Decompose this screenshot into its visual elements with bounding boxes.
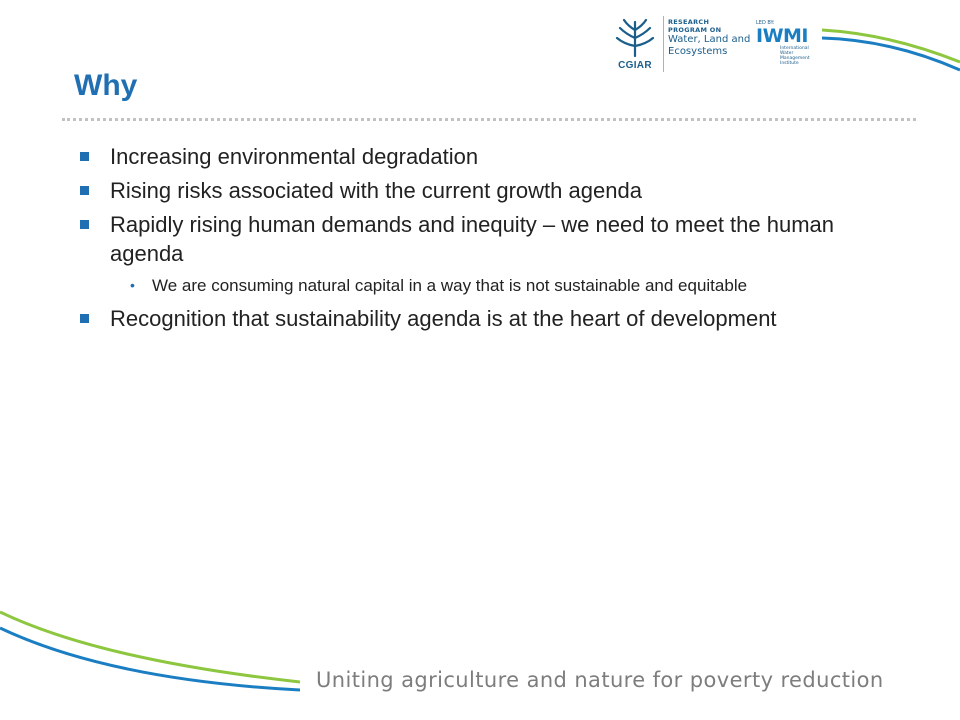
iwmi-sub-3: Institute bbox=[780, 61, 799, 66]
program-line-2: PROGRAM ON bbox=[668, 26, 722, 34]
logo-divider bbox=[663, 16, 664, 72]
square-bullet-icon bbox=[80, 220, 89, 229]
bullet-item bbox=[74, 304, 874, 333]
footer-tagline: Uniting agriculture and nature for poverty reduction bbox=[316, 668, 884, 692]
bullet-text: Increasing environmental degradation bbox=[110, 144, 479, 169]
bullet-list bbox=[74, 142, 874, 338]
iwmi-sub-2: Water Management bbox=[780, 51, 810, 61]
iwmi-logo bbox=[756, 20, 816, 66]
square-bullet-icon bbox=[80, 186, 89, 195]
iwmi-sub-1: International bbox=[780, 46, 809, 51]
program-line-1: RESEARCH bbox=[668, 18, 710, 26]
bullet-text: Recognition that sustainability agenda is at the heart of development bbox=[110, 306, 777, 331]
iwmi-logo-icon: IWMI bbox=[756, 25, 809, 47]
sub-bullet-item bbox=[74, 273, 874, 298]
research-program-logo-text bbox=[668, 18, 752, 58]
cgiar-wheat-icon bbox=[612, 16, 658, 60]
program-line-3: Water, Land and bbox=[668, 34, 751, 45]
iwmi-led-by: LED BY: bbox=[756, 20, 775, 26]
square-bullet-icon bbox=[80, 152, 89, 161]
bullet-text: Rapidly rising human demands and inequity – we need to meet the human agenda bbox=[110, 212, 835, 266]
bullet-item bbox=[74, 142, 874, 171]
slide-title: Why bbox=[74, 69, 138, 102]
square-bullet-icon bbox=[80, 314, 89, 323]
round-bullet-icon: • bbox=[130, 277, 135, 293]
title-divider bbox=[62, 118, 916, 121]
bullet-text: Rising risks associated with the current growth agenda bbox=[110, 178, 642, 203]
bullet-item bbox=[74, 176, 874, 205]
program-line-4: Ecosystems bbox=[668, 46, 728, 57]
sub-bullet-text: We are consuming natural capital in a way that is not sustainable and equitable bbox=[152, 276, 748, 295]
cgiar-wordmark: CGIAR bbox=[618, 60, 652, 71]
cgiar-logo bbox=[612, 16, 658, 72]
bullet-item bbox=[74, 210, 874, 268]
